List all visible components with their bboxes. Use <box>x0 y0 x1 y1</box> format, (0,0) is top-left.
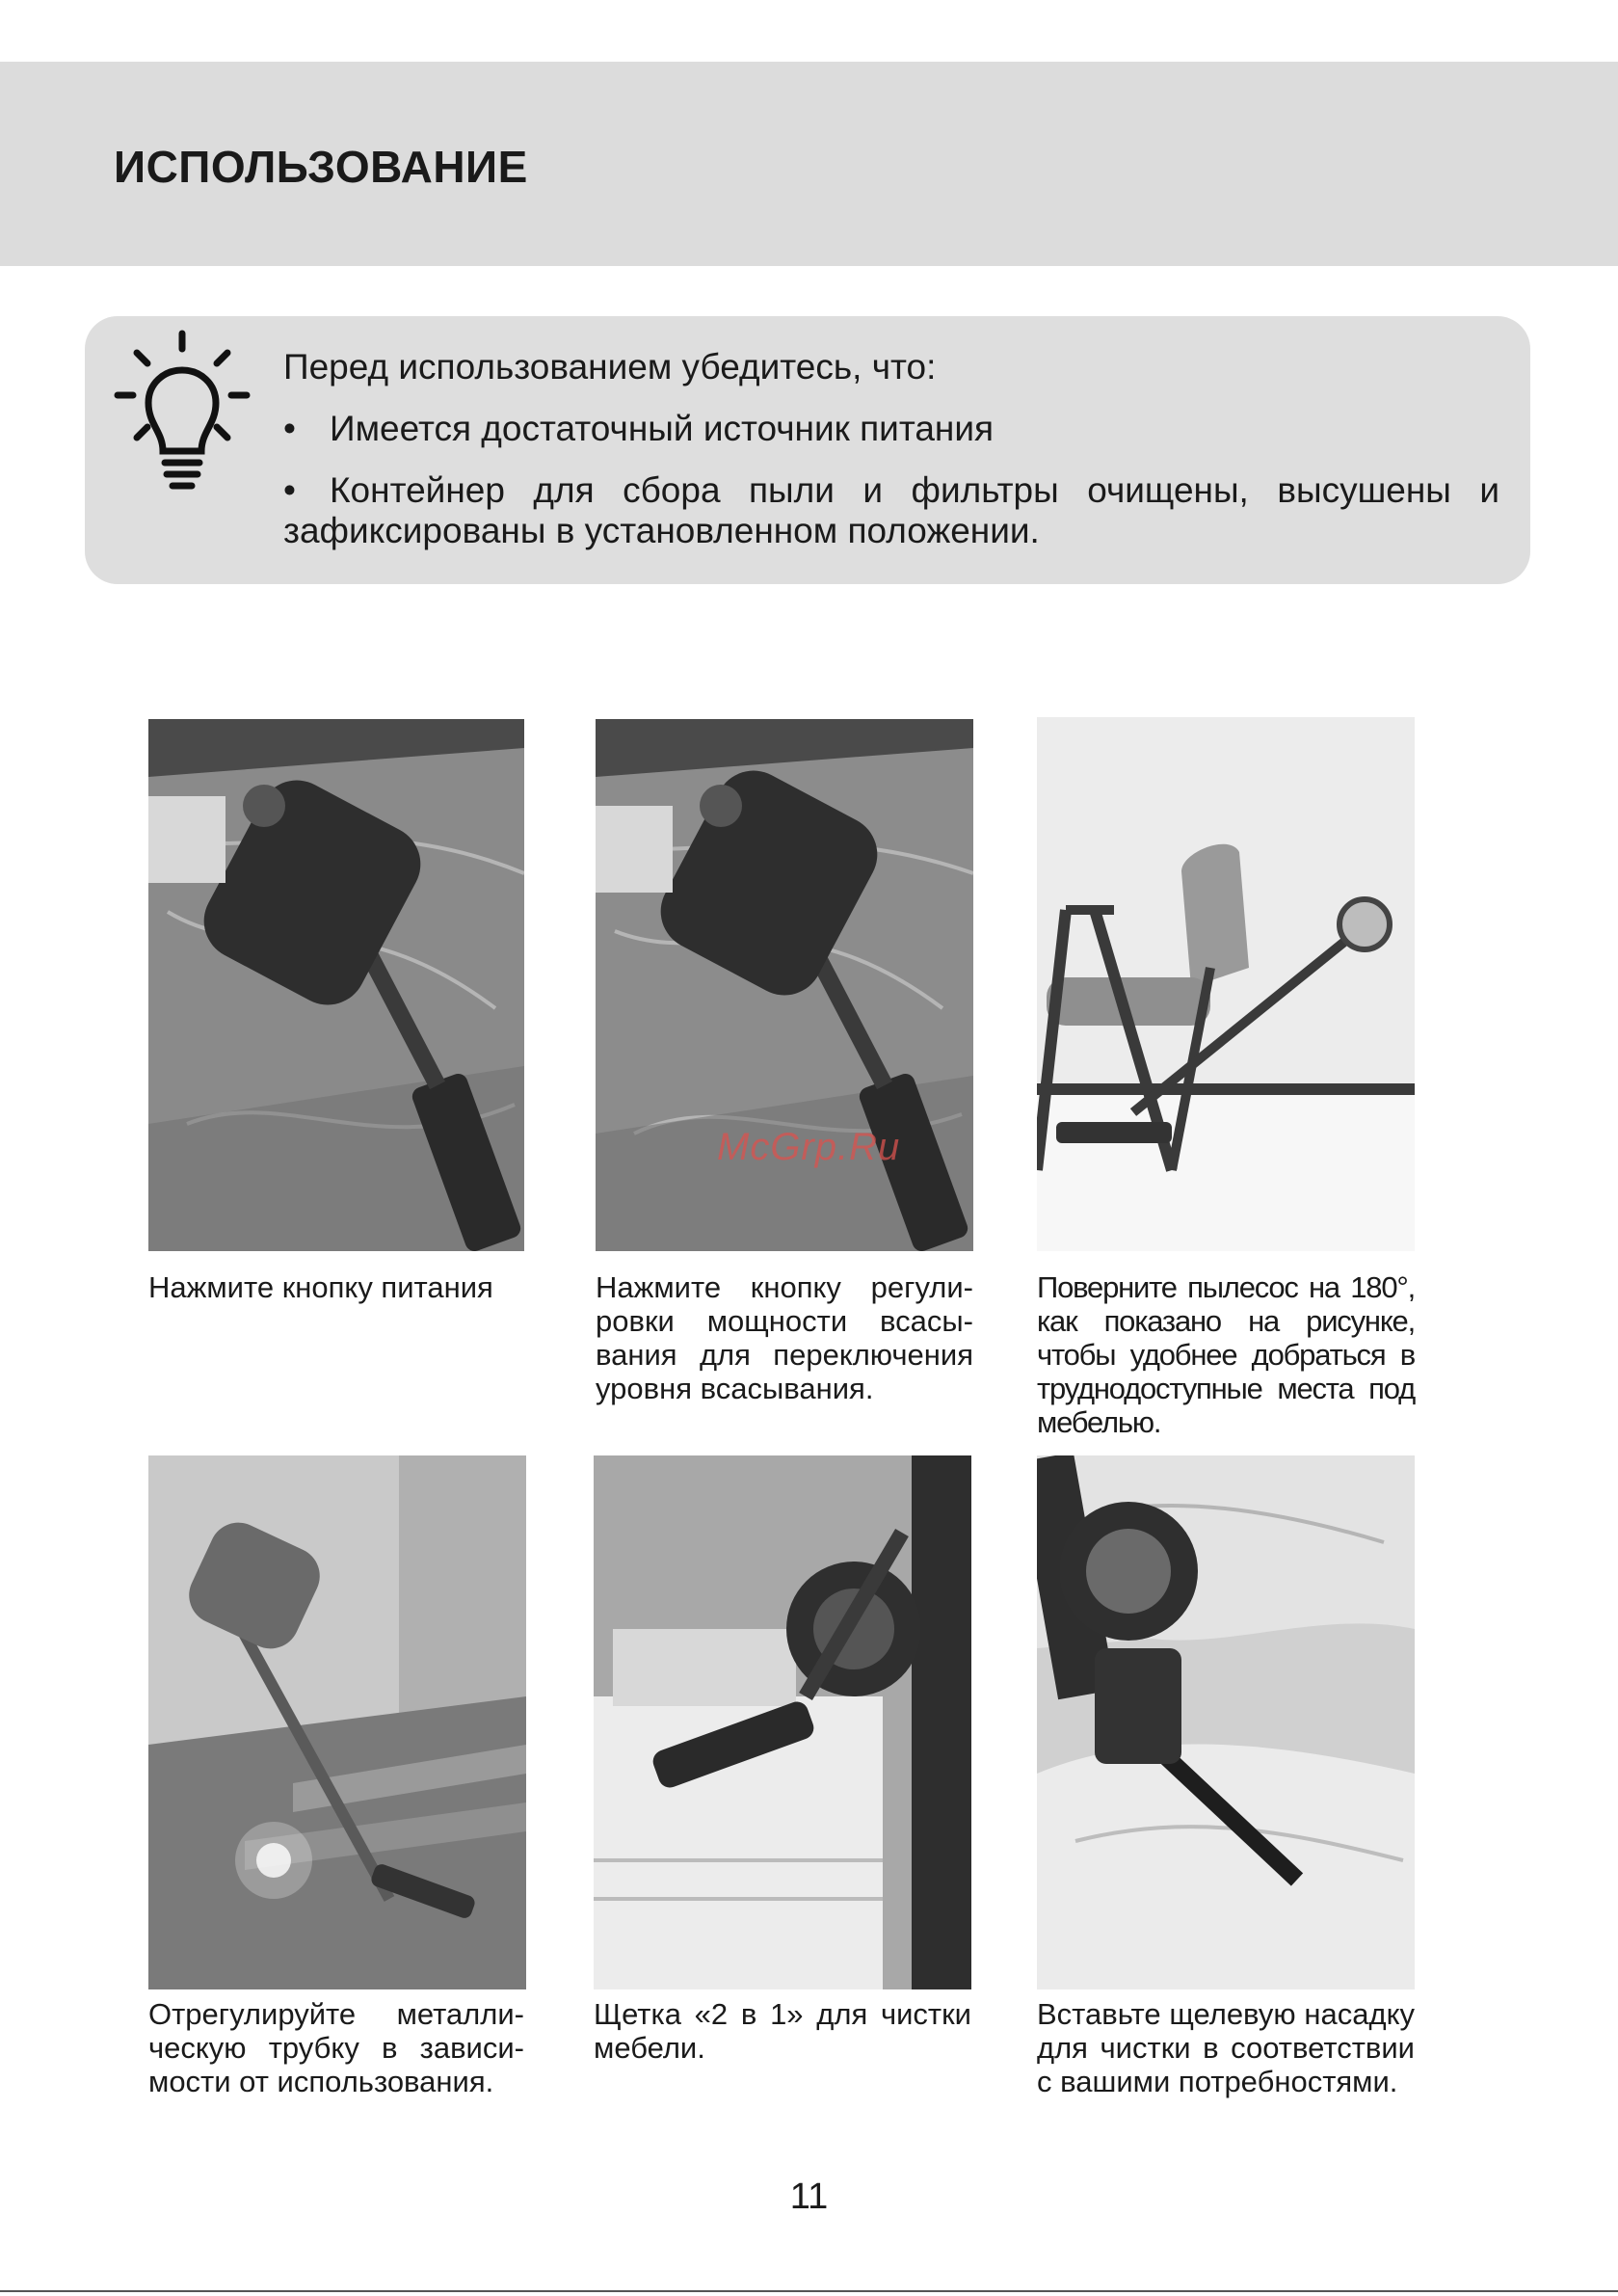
step-caption: Нажмите кнопку питания <box>148 1270 493 1304</box>
lightbulb-icon <box>112 328 252 492</box>
step-caption: Отрегулируйте металли-ческую трубку в зависи-мости от использования. <box>148 1997 524 2098</box>
tip-item: • Контейнер для сбора пыли и фильтры очищены, высушены и зафиксированы в установленном положении. <box>283 470 1499 550</box>
step-caption: Вставьте щелевую насадку для чистки в соответствии с вашими потребностями. <box>1037 1997 1415 2098</box>
vacuum-furniture-brush-photo <box>594 1455 971 1989</box>
tip-item: • Имеется достаточный источник питания <box>283 409 995 448</box>
step-caption: Щетка «2 в 1» для чистки мебели. <box>594 1997 971 2065</box>
vacuum-crevice-sofa-photo <box>1037 1455 1415 1989</box>
step-caption: Нажмите кнопку регули-ровки мощности всасы-вания для переключения уровня всасывания. <box>596 1270 973 1405</box>
vacuum-under-chair-photo <box>1037 717 1415 1251</box>
vacuum-stairs-photo <box>148 1455 526 1989</box>
step-caption: Поверните пылесос на 180°, как показано на рисунке, чтобы удобнее добраться в труднодоступные места под мебелью. <box>1037 1270 1415 1439</box>
vacuum-suction-button-photo <box>596 719 973 1251</box>
tip-text <box>283 347 1499 551</box>
watermark: McGrp.Ru <box>717 1126 901 1168</box>
tip-intro: Перед использованием убедитесь, что: <box>283 347 937 387</box>
bottom-rule <box>0 2290 1618 2292</box>
vacuum-power-button-photo <box>148 719 524 1251</box>
page-number: 11 <box>789 2176 829 2217</box>
page-title: ИСПОЛЬЗОВАНИЕ <box>114 142 528 192</box>
